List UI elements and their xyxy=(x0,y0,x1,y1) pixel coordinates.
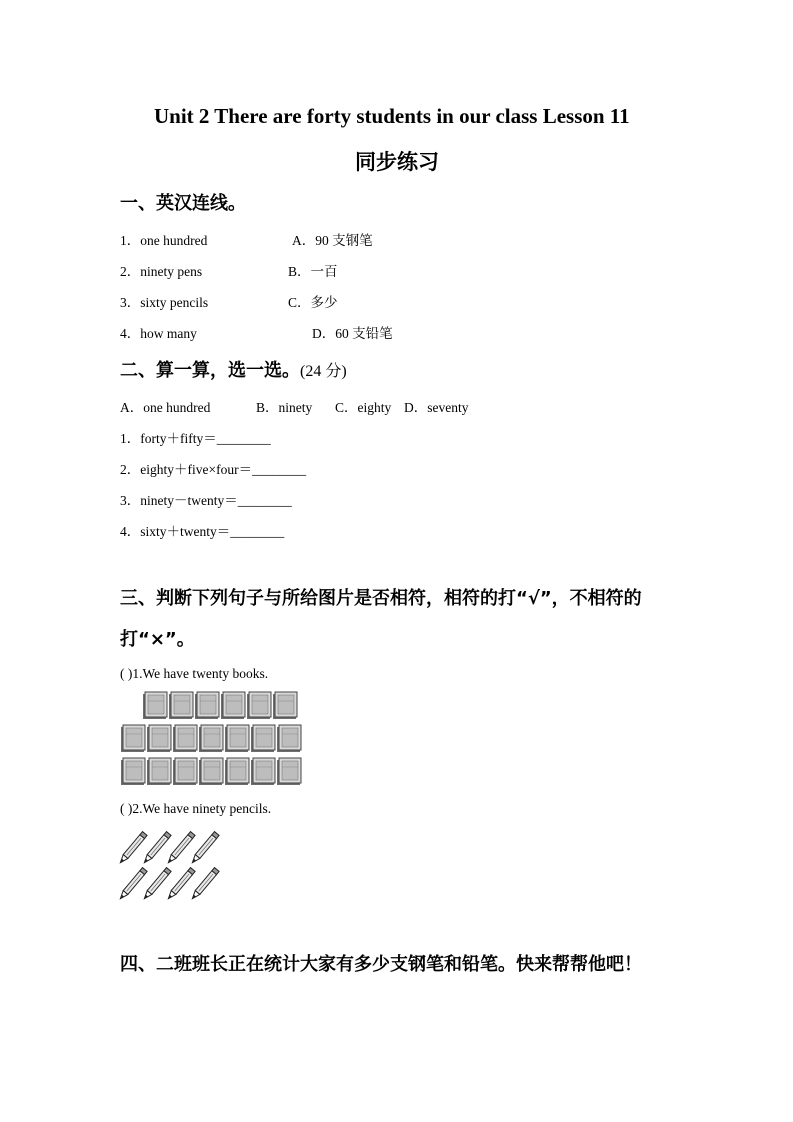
section3-heading-line2: 打“×”。 xyxy=(120,629,195,650)
calc-item-2: 2．eighty＋five×four＝________ xyxy=(120,462,307,477)
match-right-b: B．一百 xyxy=(288,264,338,279)
section2-score: (24 分) xyxy=(300,363,347,380)
option-c: C．eighty xyxy=(335,400,392,415)
judge-question-2: ( )2.We have ninety pencils. xyxy=(120,801,272,816)
pencil-row-1 xyxy=(118,832,219,865)
page-title: Unit 2 There are forty students in our class Lesson 11 xyxy=(154,104,630,128)
pencils-illustration xyxy=(118,828,222,902)
books-illustration xyxy=(118,690,318,788)
calc-item-1: 1．forty＋fifty＝________ xyxy=(120,431,271,446)
calc-item-3: 3．ninety－twenty＝________ xyxy=(120,493,292,508)
match-right-d: D．60 支铅笔 xyxy=(312,326,393,341)
match-left-1: 1．one hundred xyxy=(120,233,208,248)
book-row-1 xyxy=(143,692,297,719)
book-row-2 xyxy=(121,725,301,752)
option-a: A．one hundred xyxy=(120,400,211,415)
page-subtitle: 同步练习 xyxy=(355,150,439,174)
calc-item-4: 4．sixty＋twenty＝________ xyxy=(120,524,285,539)
section3-heading-line1: 三、判断下列句子与所给图片是否相符，相符的打“√”，不相符的 xyxy=(120,588,642,609)
section1-heading: 一、英汉连线。 xyxy=(120,193,246,214)
book-row-3 xyxy=(121,758,301,785)
section2-heading-text: 二、算一算，选一选。 xyxy=(120,360,300,381)
pencil-row-2 xyxy=(118,868,219,901)
option-d: D．seventy xyxy=(404,400,469,415)
match-left-3: 3．sixty pencils xyxy=(120,295,209,310)
match-right-a: A．90 支钢笔 xyxy=(292,233,373,248)
section2-heading xyxy=(120,356,347,382)
judge-question-1: ( )1.We have twenty books. xyxy=(120,666,269,681)
section4-heading: 四、二班班长正在统计大家有多少支钢笔和铅笔。快来帮帮他吧！ xyxy=(120,954,642,975)
match-right-c: C．多少 xyxy=(288,295,338,310)
match-left-4: 4．how many xyxy=(120,326,197,341)
option-b: B．ninety xyxy=(256,400,313,415)
match-left-2: 2．ninety pens xyxy=(120,264,203,279)
